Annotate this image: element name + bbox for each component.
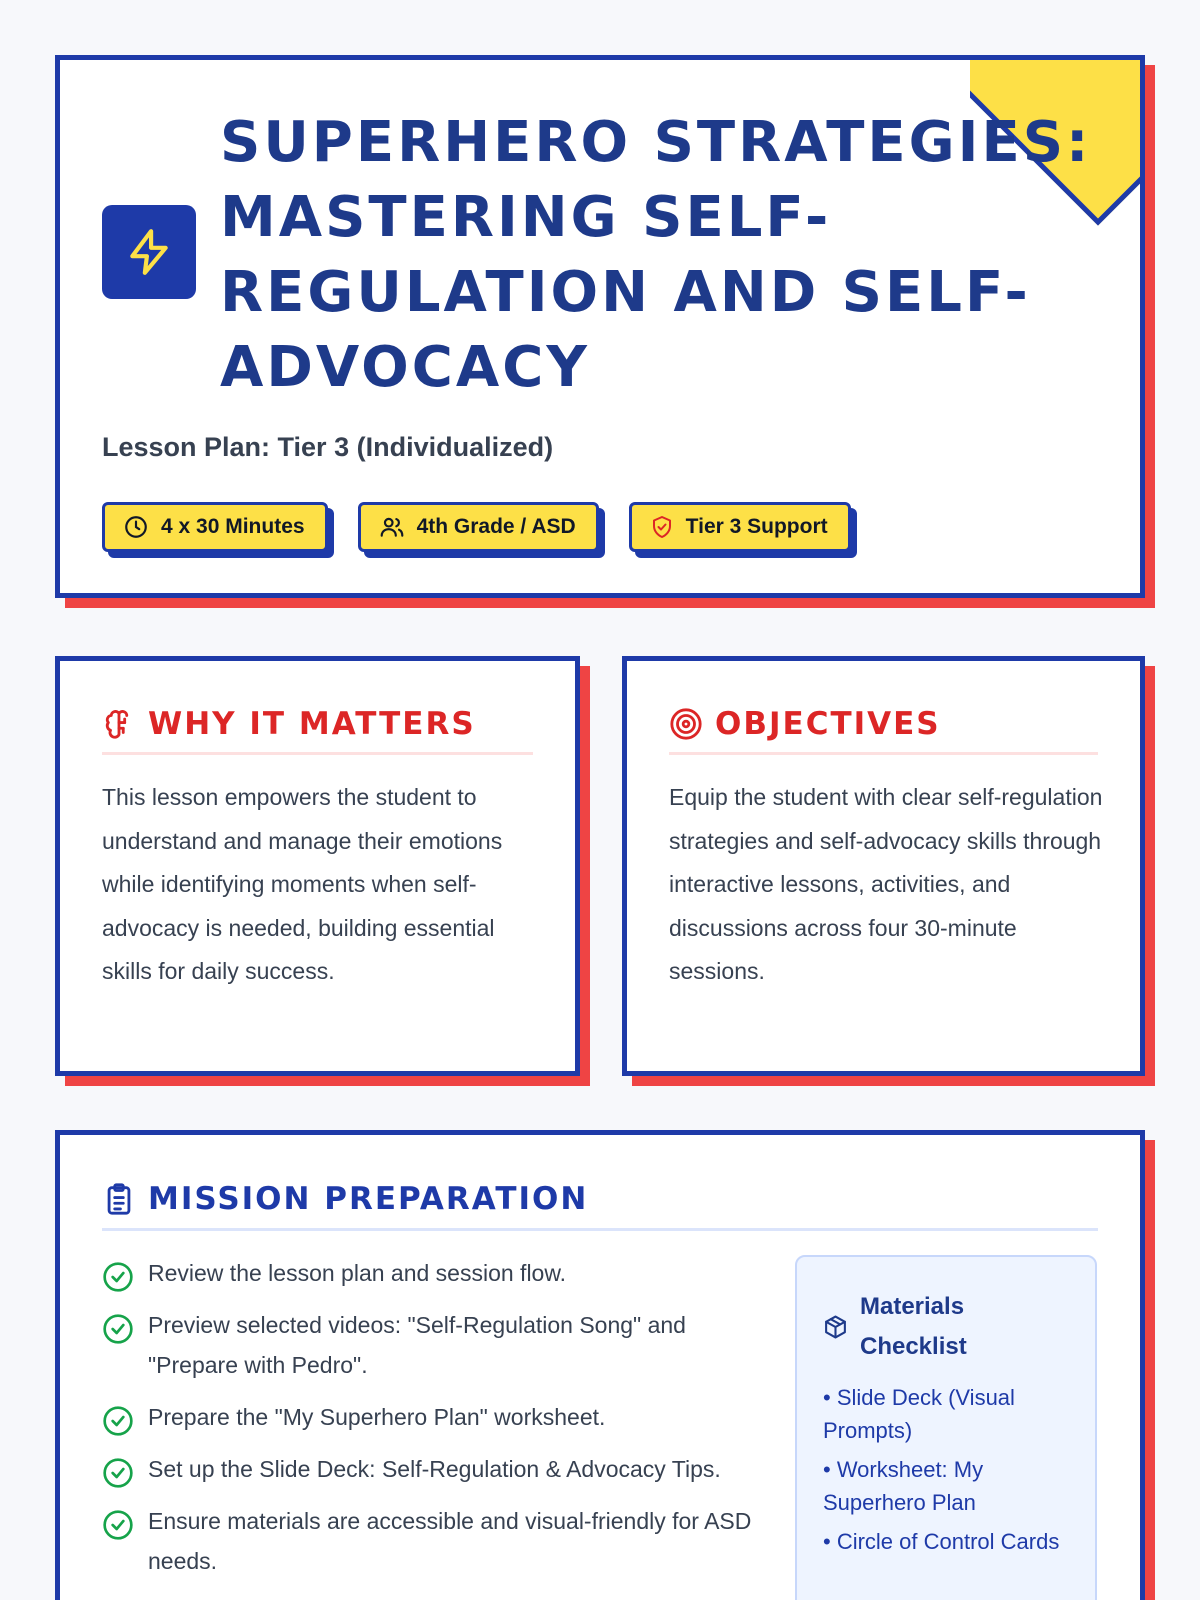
duration-badge (102, 502, 328, 552)
list-item-text: Ensure materials are accessible and visual-friendly for ASD needs. (148, 1508, 752, 1574)
list-item-text: Review the lesson plan and session flow. (148, 1260, 567, 1286)
check-circle-icon (102, 1509, 134, 1541)
badge-label: Tier 3 Support (685, 515, 828, 538)
materials-item: • Circle of Control Cards (823, 1529, 1060, 1554)
section-title: MISSION PREPARATION (148, 1181, 589, 1217)
shield-icon (650, 515, 674, 539)
target-icon (669, 707, 703, 741)
list-item (102, 1305, 752, 1385)
badge-label: 4 x 30 Minutes (161, 515, 305, 538)
brain-icon (102, 707, 136, 741)
materials-item: • Worksheet: My Superhero Plan (823, 1457, 984, 1515)
materials-header (823, 1287, 1069, 1367)
materials-item: • Slide Deck (Visual Prompts) (823, 1385, 1015, 1443)
users-icon (379, 514, 405, 540)
page-title: SUPERHERO STRATEGIES: MASTERING SELF-REGULATION AND SELF-ADVOCACY (220, 110, 1092, 400)
list-item (102, 1253, 752, 1293)
section-header (102, 706, 533, 755)
grade-badge (358, 502, 599, 552)
list-item (102, 1501, 752, 1581)
materials-checklist-panel (795, 1255, 1097, 1600)
hero-card (55, 55, 1145, 598)
box-icon (823, 1314, 848, 1340)
lightning-bolt-icon (102, 205, 196, 299)
badge-label: 4th Grade / ASD (416, 515, 576, 538)
badge-row (102, 502, 851, 552)
check-circle-icon (102, 1313, 134, 1345)
clock-icon (123, 514, 149, 540)
section-body: This lesson empowers the student to understand and manage their emotions while identifying moments when self-advocacy is needed, building essential skills for daily success. (102, 784, 503, 984)
list-item (102, 1449, 752, 1489)
list-item-text: Preview selected videos: "Self-Regulation Song" and "Prepare with Pedro". (148, 1312, 686, 1378)
list-item-text: Set up the Slide Deck: Self-Regulation & Advocacy Tips. (148, 1456, 721, 1482)
section-title: WHY IT MATTERS (148, 706, 476, 742)
materials-list (823, 1381, 1069, 1558)
section-body: Equip the student with clear self-regulation strategies and self-advocacy skills through interactive lessons, activities, and discussions across four 30-minute sessions. (669, 784, 1103, 984)
clipboard-icon (102, 1180, 136, 1218)
section-header (669, 706, 1098, 755)
check-circle-icon (102, 1405, 134, 1437)
section-header (102, 1180, 1098, 1231)
list-item (102, 1397, 752, 1437)
preparation-checklist (102, 1253, 752, 1593)
check-circle-icon (102, 1457, 134, 1489)
mission-preparation-card (55, 1130, 1145, 1600)
objectives-card (622, 656, 1145, 1076)
check-circle-icon (102, 1261, 134, 1293)
tier-badge (629, 502, 851, 552)
list-item-text: Prepare the "My Superhero Plan" worksheet. (148, 1404, 606, 1430)
lesson-subtitle: Lesson Plan: Tier 3 (Individualized) (102, 432, 554, 462)
why-it-matters-card (55, 656, 580, 1076)
section-title: OBJECTIVES (715, 706, 941, 742)
materials-title: Materials Checklist (859, 1293, 967, 1360)
